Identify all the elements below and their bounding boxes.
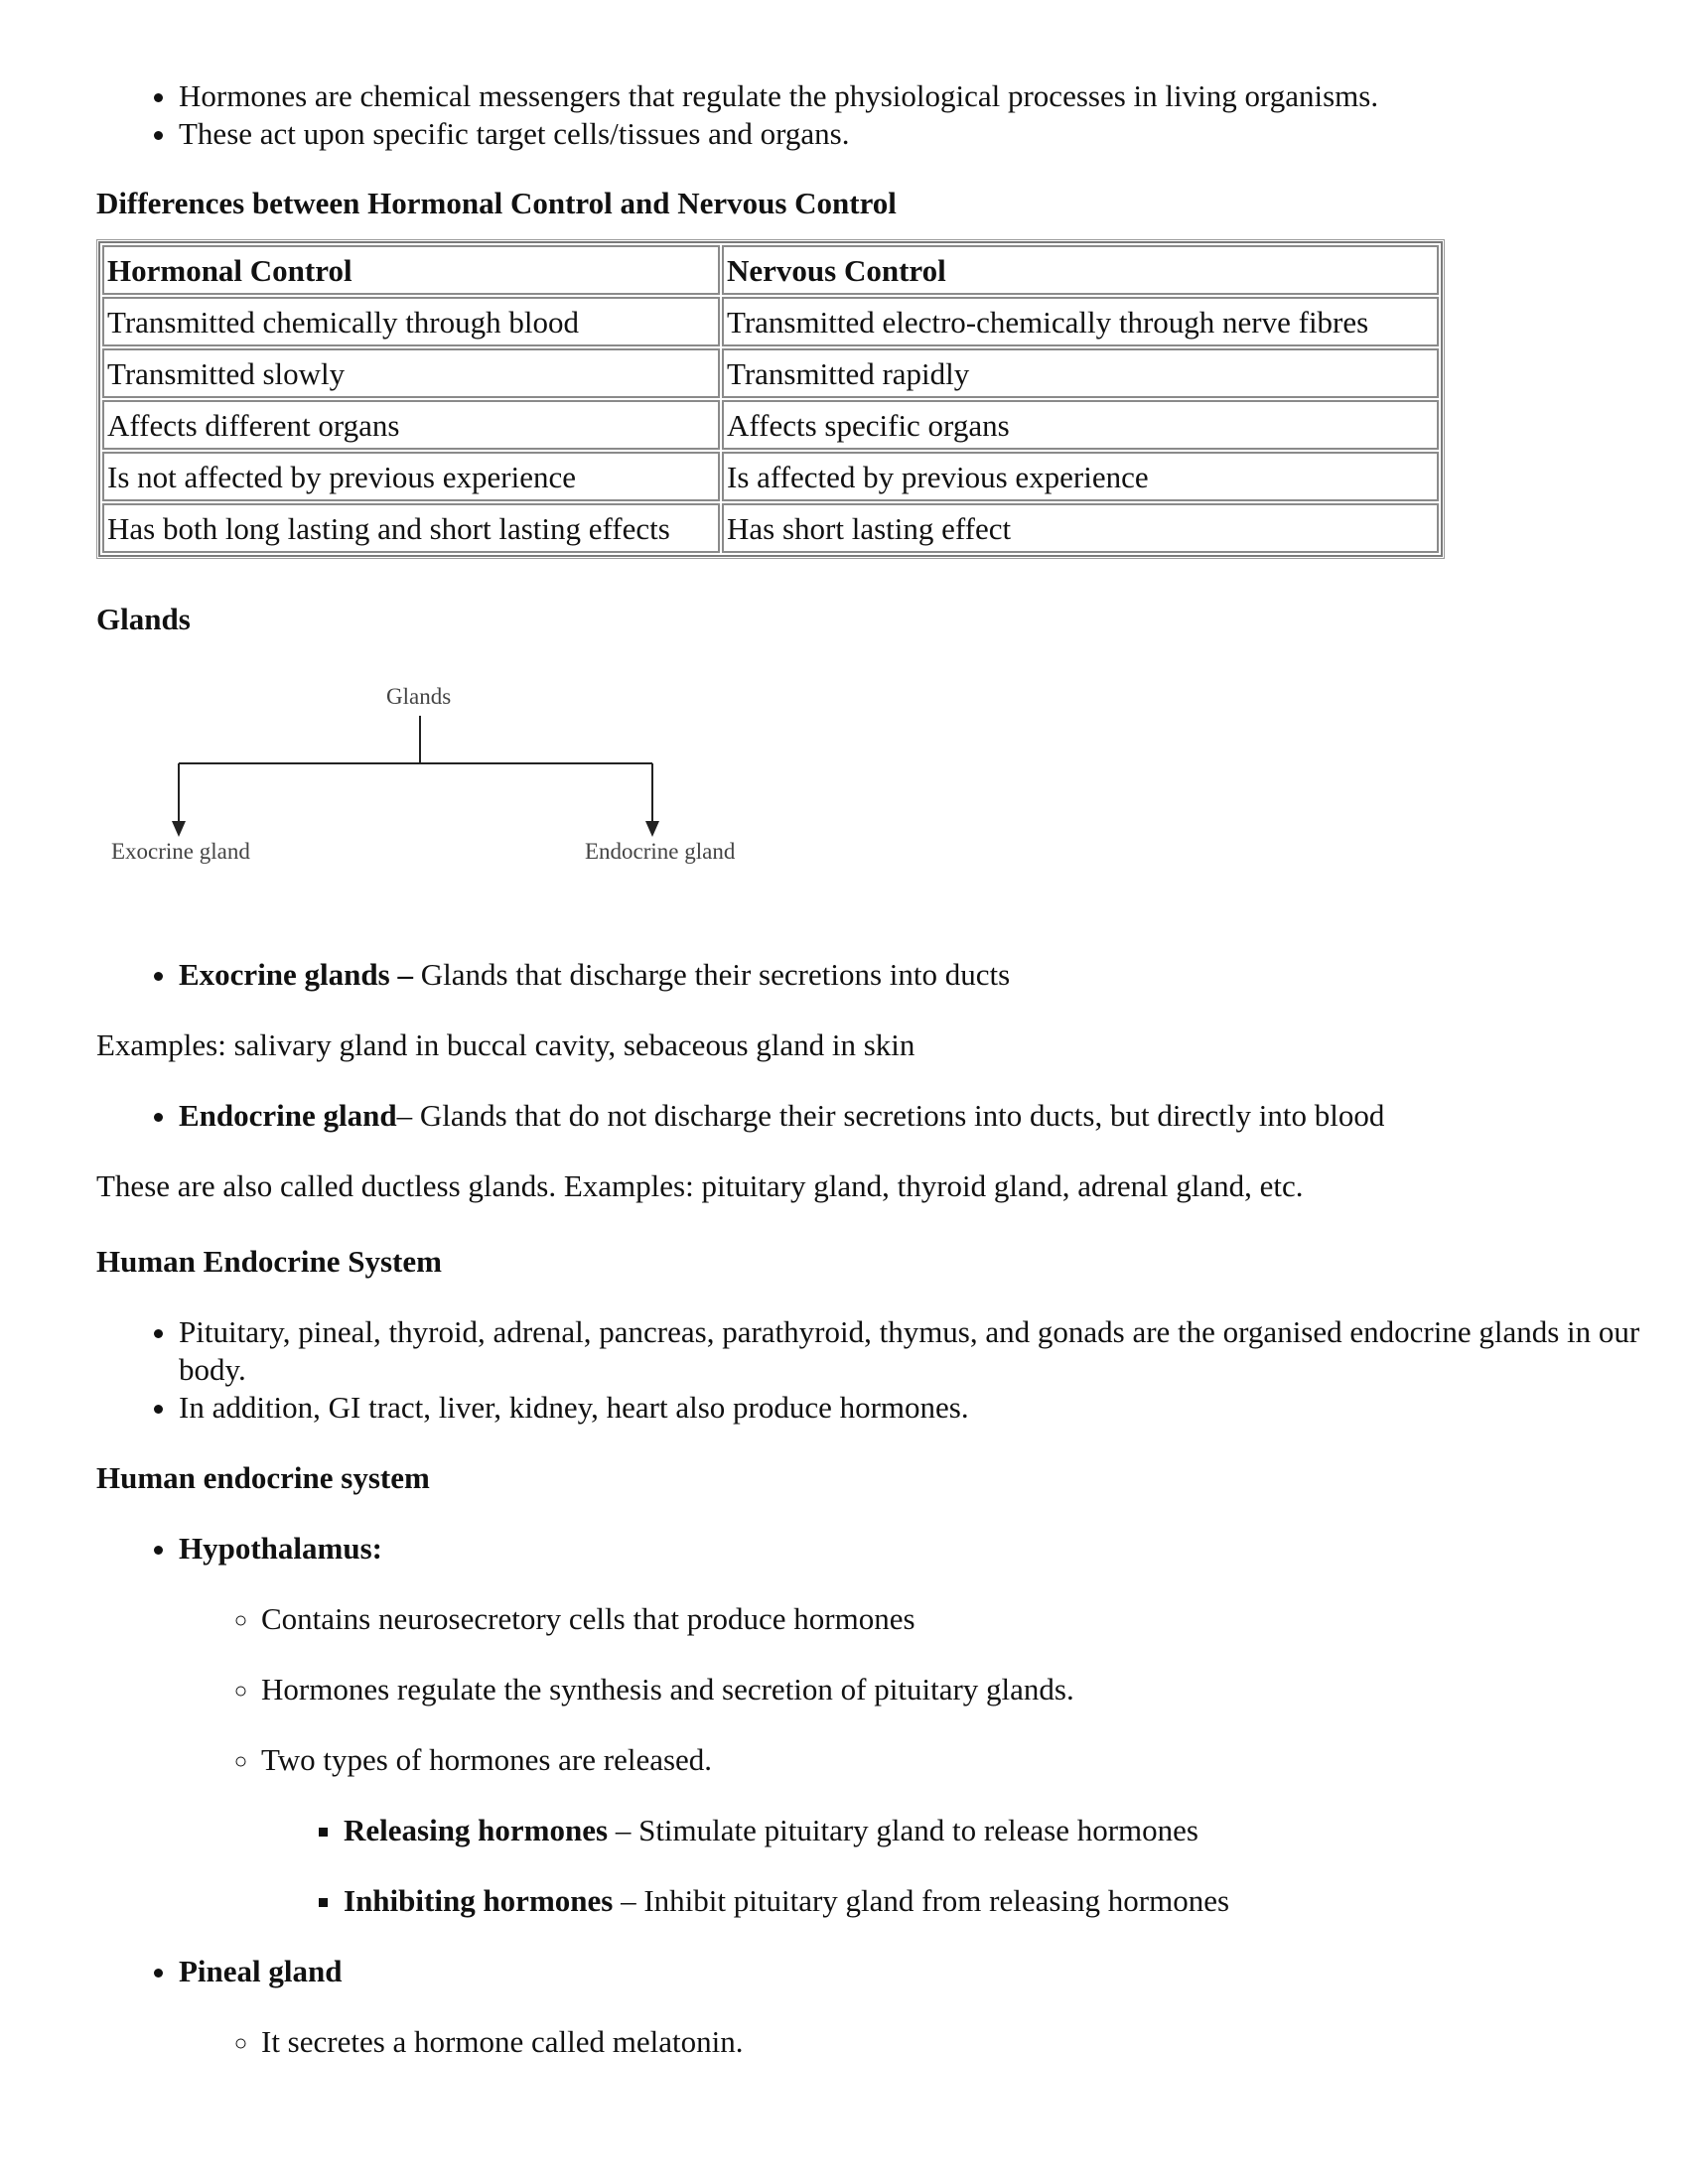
table-cell: Has both long lasting and short lasting effects <box>102 503 720 553</box>
table-cell: Affects specific organs <box>722 400 1439 450</box>
endocrine-note: These are also called ductless glands. Examples: pituitary gland, thyroid gland, adrenal gland, etc. <box>96 1168 1304 1203</box>
list-item <box>179 956 1645 994</box>
column-header-nervous: Nervous Control <box>722 245 1439 295</box>
hypothalamus-title: Hypothalamus: <box>179 1531 382 1566</box>
endocrine-definition: – Glands that do not discharge their secretions into ducts, but directly into blood <box>396 1098 1385 1133</box>
table-cell: Affects different organs <box>102 400 720 450</box>
list-item-pineal <box>179 1953 1645 2061</box>
releasing-hormones-text: – Stimulate pituitary gland to release hormones <box>608 1813 1198 1847</box>
diagram-left-label: Exocrine gland <box>111 839 250 864</box>
table-cell: Transmitted chemically through blood <box>102 297 720 346</box>
human-endocrine-list <box>96 1313 1645 1427</box>
list-item: ◦ It secretes a hormone called melatonin. <box>261 2023 1645 2061</box>
table-row <box>102 452 1439 501</box>
endocrine-list <box>96 1097 1645 1135</box>
exocrine-term: Exocrine glands – <box>179 957 413 992</box>
pineal-title: Pineal gland <box>179 1954 343 1988</box>
pineal-points <box>179 2023 1645 2061</box>
list-item: • These act upon specific target cells/tissues and organs. <box>179 115 1645 153</box>
endocrine-detail-heading: Human endocrine system <box>96 1460 430 1495</box>
glands-diagram <box>96 678 791 906</box>
human-endocrine-heading: Human Endocrine System <box>96 1244 442 1279</box>
list-item: • Pituitary, pineal, thyroid, adrenal, pancreas, parathyroid, thymus, and gonads are the organised endocrine glands in our body. <box>179 1313 1645 1389</box>
comparison-table <box>98 241 1443 557</box>
table-header-row <box>102 245 1439 295</box>
document-page <box>96 77 1645 2061</box>
table-row <box>102 503 1439 553</box>
differences-heading: Differences between Hormonal Control and Nervous Control <box>96 186 897 220</box>
list-item <box>344 1812 1645 1849</box>
table-cell: Transmitted electro-chemically through nerve fibres <box>722 297 1439 346</box>
diagram-root-label: Glands <box>386 684 452 709</box>
table-cell: Transmitted rapidly <box>722 348 1439 398</box>
table-row <box>102 297 1439 346</box>
table-cell: Transmitted slowly <box>102 348 720 398</box>
column-header-hormonal: Hormonal Control <box>102 245 720 295</box>
exocrine-definition: Glands that discharge their secretions into ducts <box>412 957 1011 992</box>
endocrine-detail-list <box>96 1530 1645 2061</box>
endocrine-term: Endocrine gland <box>179 1098 397 1133</box>
list-item: • Hormones are chemical messengers that regulate the physiological processes in living organisms. <box>179 77 1645 115</box>
table-cell: Has short lasting effect <box>722 503 1439 553</box>
releasing-hormones-term: Releasing hormones <box>344 1813 609 1847</box>
inhibiting-hormones-text: – Inhibit pituitary gland from releasing hormones <box>613 1883 1230 1918</box>
list-item: ◦ Hormones regulate the synthesis and secretion of pituitary glands. <box>261 1671 1645 1708</box>
table-cell: Is not affected by previous experience <box>102 452 720 501</box>
hormone-types-list <box>261 1812 1645 1920</box>
list-item: • In addition, GI tract, liver, kidney, heart also produce hormones. <box>179 1389 1645 1427</box>
list-item <box>344 1882 1645 1920</box>
exocrine-list <box>96 956 1645 994</box>
list-item-hypothalamus <box>179 1530 1645 1920</box>
hypothalamus-types-intro: Two types of hormones are released. <box>261 1742 713 1777</box>
list-item <box>261 1741 1645 1920</box>
diagram-right-label: Endocrine gland <box>585 839 736 864</box>
intro-list <box>96 77 1645 153</box>
exocrine-examples: Examples: salivary gland in buccal cavity, sebaceous gland in skin <box>96 1027 915 1062</box>
list-item <box>179 1097 1645 1135</box>
table-cell: Is affected by previous experience <box>722 452 1439 501</box>
hypothalamus-points <box>179 1600 1645 1920</box>
list-item: ◦ Contains neurosecretory cells that produce hormones <box>261 1600 1645 1638</box>
table-row <box>102 400 1439 450</box>
glands-heading: Glands <box>96 602 191 636</box>
inhibiting-hormones-term: Inhibiting hormones <box>344 1883 614 1918</box>
table-row <box>102 348 1439 398</box>
